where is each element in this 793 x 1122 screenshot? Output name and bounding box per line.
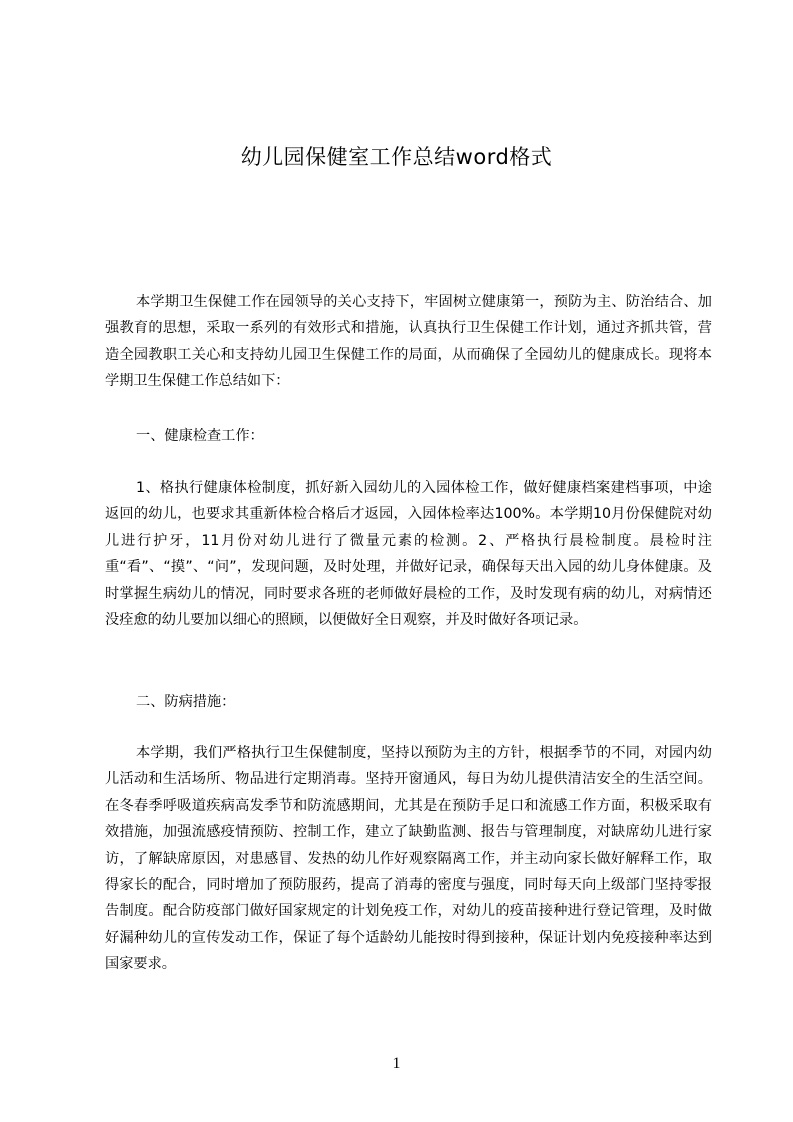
document-title: 幼儿园保健室工作总结word格式 xyxy=(240,145,553,169)
intro-paragraph: 本学期卫生保健工作在园领导的关心支持下，牢固树立健康第一，预防为主、防治结合、加强教育的思想，采取一系列的有效形式和措施，认真执行卫生保健工作计划，通过齐抓共管，营造全园教职工关心和支持幼儿园卫生保健工作的局面，从而确保了全园幼儿的健康成长。现将本学期卫生保健工作总结如下： xyxy=(105,294,712,390)
section-heading-health-check: 一、健康检查工作： xyxy=(136,428,264,444)
section-heading-disease-prevention: 二、防病措施： xyxy=(136,694,236,710)
disease-prevention-paragraph: 本学期，我们严格执行卫生保健制度，坚持以预防为主的方针，根据季节的不同，对园内幼儿活动和生活场所、物品进行定期消毒。坚持开窗通风，每日为幼儿提供清洁安全的生活空间。在冬春季呼吸道疾病高发季节和防流感期间，尤其是在预防手足口和流感工作方面，积极采取有效措施，加强流感疫情预防、控制工作，建立了缺勤监测、报告与管理制度，对缺席幼儿进行家访，了解缺席原因，对患感冒、发热的幼儿作好观察隔离工作，并主动向家长做好解释工作，取得家长的配合，同时增加了预防服药，提高了消毒的密度与强度，同时每天向上级部门坚持零报告制度。配合防疫部门做好国家规定的计划免疫工作，对幼儿的疫苗接种进行登记管理，及时做好漏种幼儿的宣传发动工作，保证了每个适龄幼儿能按时得到接种，保证计划内免疫接种率达到国家要求。 xyxy=(105,745,712,973)
health-check-paragraph: 1、格执行健康体检制度，抓好新入园幼儿的入园体检工作，做好健康档案建档事项，中途返回的幼儿，也要求其重新体检合格后才返园，入园体检率达100%。本学期10月份保健院对幼儿进行护牙，11月份对幼儿进行了微量元素的检测。2、严格执行晨检制度。晨检时注重“看”、“摸”、“问”，发现问题，及时处理，并做好记录，确保每天出入园的幼儿身体健康。及时掌握生病幼儿的情况，同时要求各班的老师做好晨检的工作，及时发现有病的幼儿，对病情还没痊愈的幼儿要加以细心的照顾，以便做好全日观察，并及时做好各项记录。 xyxy=(105,480,712,629)
page-number: 1 xyxy=(392,1055,401,1072)
